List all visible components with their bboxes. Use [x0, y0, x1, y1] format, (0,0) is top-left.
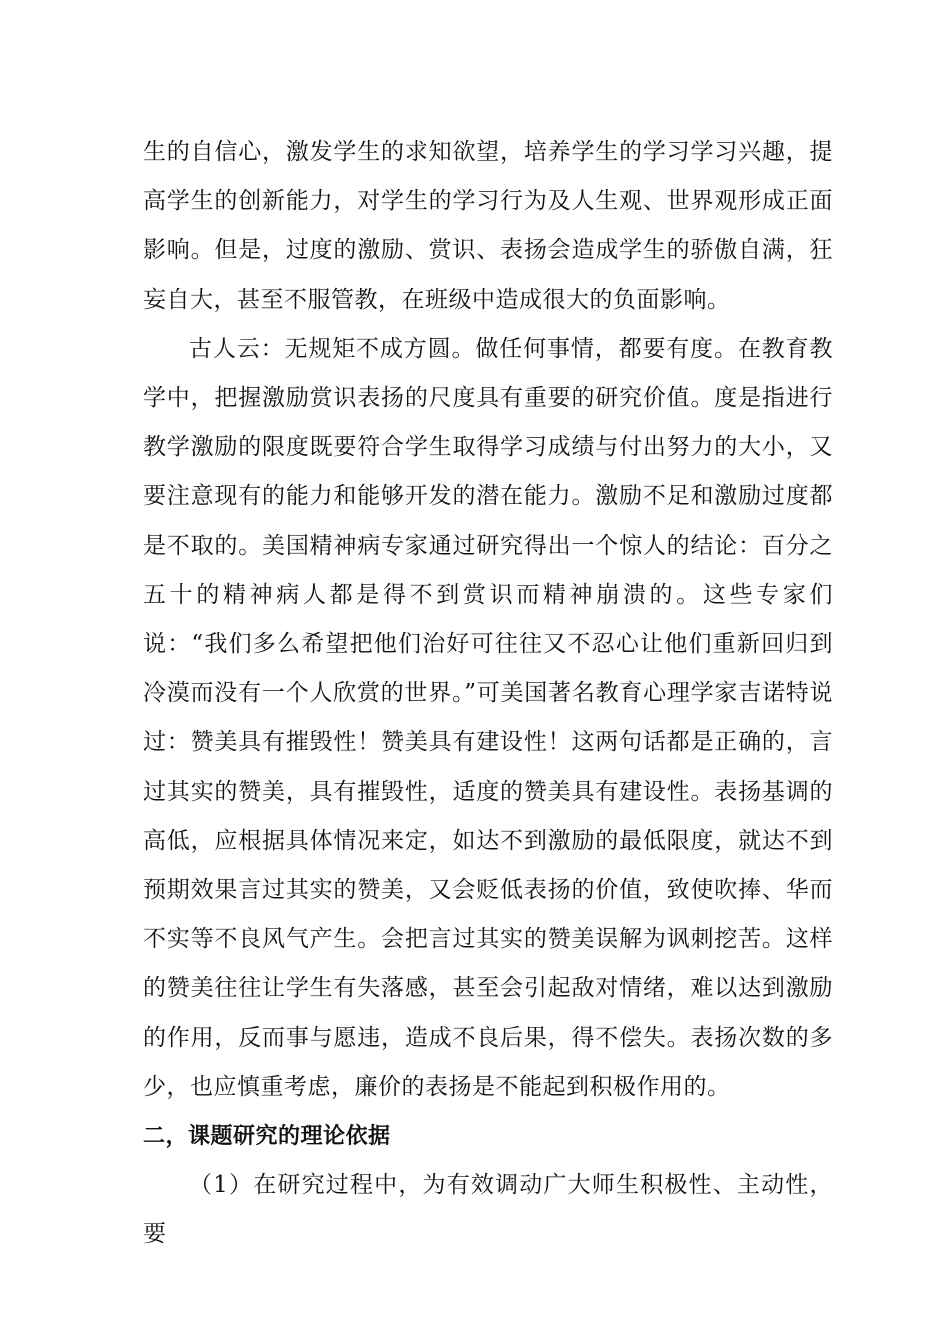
paragraph-continued: 生的自信心，激发学生的求知欲望，培养学生的学习学习兴趣，提高学生的创新能力，对学生的学习行为及人生观、世界观形成正面影响。但是，过度的激励、赏识、表扬会造成学生的骄傲自满，狂妄自大，甚至不服管教，在班级中造成很大的负面影响。 — [143, 139, 833, 313]
section-heading: 二，课题研究的理论依据 — [143, 1124, 391, 1150]
paragraph-moderation: 古人云：无规矩不成方圆。做任何事情，都要有度。在教育教学中，把握激励赏识表扬的尺度具有重要的研究价值。度是指进行教学激励的限度既要符合学生取得学习成绩与付出努力的大小，又要注意现有的能力和能够开发的潜在能力。激励不足和激励过度都是不取的。美国精神病专家通过研究得出一个惊人的结论：百分之五十的精神病人都是得不到赏识而精神崩溃的。这些专家们说：“我们多么希望把他们治好可往往又不忍心让他们重新回归到冷漠而没有一个人欣赏的世界。”可美国著名教育心理学家吉诺特说过：赞美具有摧毁性！赞美具有建设性！这两句话都是正确的，言过其实的赞美，具有摧毁性，适度的赞美具有建设性。表扬基调的高低，应根据具体情况来定，如达不到激励的最低限度，就达不到预期效果言过其实的赞美，又会贬低表扬的价值，致使吹捧、华而不实等不良风气产生。会把言过其实的赞美误解为讽刺挖苦。这样的赞美往往让学生有失落感，甚至会引起敌对情绪，难以达到激励的作用，反而事与愿违，造成不良后果，得不偿失。表扬次数的多少，也应慎重考虑，廉价的表扬是不能起到积极作用的。 — [143, 335, 833, 1100]
document-body — [143, 128, 833, 1260]
paragraph-section-start: （1）在研究过程中，为有效调动广大师生积极性、主动性，要 — [143, 1172, 833, 1248]
